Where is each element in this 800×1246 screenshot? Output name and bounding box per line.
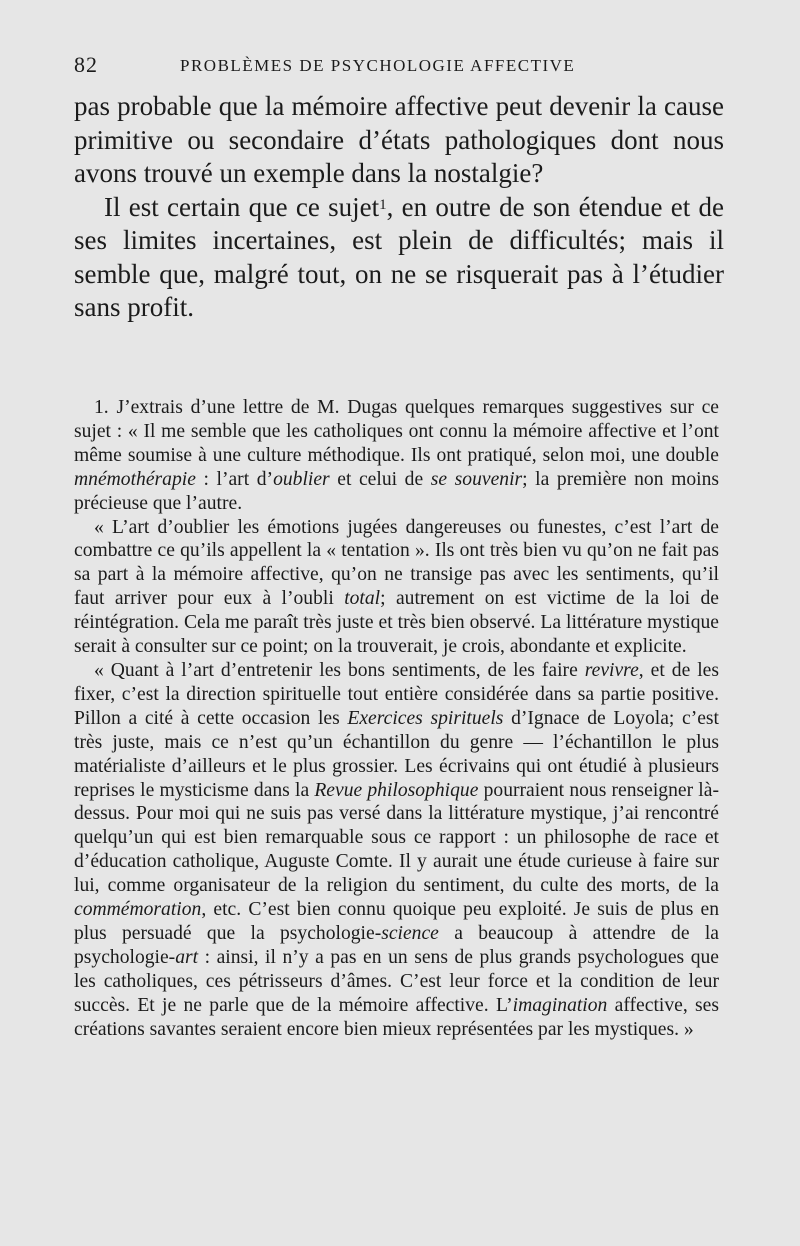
- paragraph: pas probable que la mémoire affective peut devenir la cause primitive ou secondaire d’états pathologiques dont nous avons trouvé un exemple dans la nostalgie?: [74, 91, 724, 188]
- text-run: , etc. C’est bien connu quoique peu exploité. Je suis de plus en plus persuadé que la psychologie-: [74, 899, 719, 944]
- italic-run: art: [175, 946, 199, 968]
- italic-run: commémoration: [74, 899, 202, 921]
- italic-run: revivre: [584, 659, 639, 681]
- text-run: « Quant à l’art d’entretenir les bons sentiments, de les faire: [94, 659, 585, 681]
- footnotes: [74, 396, 719, 1041]
- text-run: ; autrement on est victime de la loi de réintégration. Cela me paraît très juste et très bien observé. La littérature mystique serait à consulter sur ce point; on la trouverait, je crois, abondante et explicite.: [74, 588, 719, 658]
- footnote-reference: 1: [379, 196, 387, 213]
- text-run: affective, ses créations savantes seraient encore bien mieux représentées par les mystiques. »: [74, 994, 719, 1040]
- italic-run: Exercices spirituels: [347, 707, 504, 729]
- text-run: Il est certain que ce sujet: [104, 191, 380, 222]
- footnote-paragraph: [74, 396, 719, 516]
- paragraph: [74, 191, 724, 325]
- text-run: , en outre de son étendue et de ses limites incertaines, est plein de difficultés; mais il semble que, malgré tout, on ne se risquerait pas à l’étudier sans profit.: [74, 191, 724, 322]
- italic-run: oublier: [273, 468, 330, 490]
- italic-run: total: [344, 588, 381, 610]
- text-run: pourraient nous renseigner là-dessus. Pour moi qui ne suis pas versé dans la littérature mystique, j’ai rencontré quelqu’un qui est bien remarquable sous ce rapport : un philosophe de race et d’éducation catholique, Auguste Comte. Il y aurait une étude curieuse à faire sur lui, comme organisateur de la religion du sentiment, du culte des morts, de la: [74, 779, 719, 897]
- footnote-paragraph: [74, 516, 719, 659]
- text-run: a beaucoup à attendre de la psychologie-: [74, 922, 719, 968]
- italic-run: Revue philosophique: [314, 779, 479, 801]
- italic-run: science: [381, 922, 439, 944]
- text-run: ; la première non moins précieuse que l’autre.: [74, 468, 719, 514]
- footnote-paragraph: [74, 659, 719, 1042]
- italic-run: se souvenir: [430, 468, 523, 490]
- text-run: : ainsi, il n’y a pas en un sens de plus grands psychologues que les catholiques, ces pétrisseurs d’âmes. C’est leur force et la condition de leur succès. Et je ne parle que de la mémoire affective. L’: [74, 946, 719, 1016]
- main-text: [74, 90, 724, 325]
- text-run: , et de les fixer, c’est la direction spirituelle tout entière considérée dans sa partie positive. Pillon a cité à cette occasion les: [74, 659, 719, 729]
- page-number: 82: [74, 52, 98, 77]
- text-run: : l’art d’: [195, 468, 274, 490]
- italic-run: imagination: [512, 994, 608, 1016]
- text-run: « L’art d’oublier les émotions jugées dangereuses ou funestes, c’est l’art de combattre ce qu’ils appellent la « tentation ». Ils ont très bien vu qu’on ne fait pas sa part à la mémoire affective, qu’on ne transige pas avec les sentiments, qu’il faut arriver pour eux à l’oubli: [74, 516, 719, 610]
- page-header: [74, 52, 724, 82]
- text-run: d’Ignace de Loyola; c’est très juste, mais ce n’est qu’un échantillon du genre — l’échantillon le plus matérialiste d’ailleurs et le plus grossier. Les écrivains qui ont étudié à plusieurs reprises le mysticisme dans la: [74, 707, 719, 801]
- italic-run: mnémothérapie: [74, 468, 196, 490]
- running-head: PROBLÈMES DE PSYCHOLOGIE AFFECTIVE: [180, 56, 576, 75]
- text-run: et celui de: [329, 468, 431, 490]
- text-run: 1. J’extrais d’une lettre de M. Dugas quelques remarques suggestives sur ce sujet : « Il me semble que les catholiques ont connu la mémoire affective et l’ont même soumise à une culture méthodique. Ils ont pratiqué, selon moi, une double: [74, 397, 719, 466]
